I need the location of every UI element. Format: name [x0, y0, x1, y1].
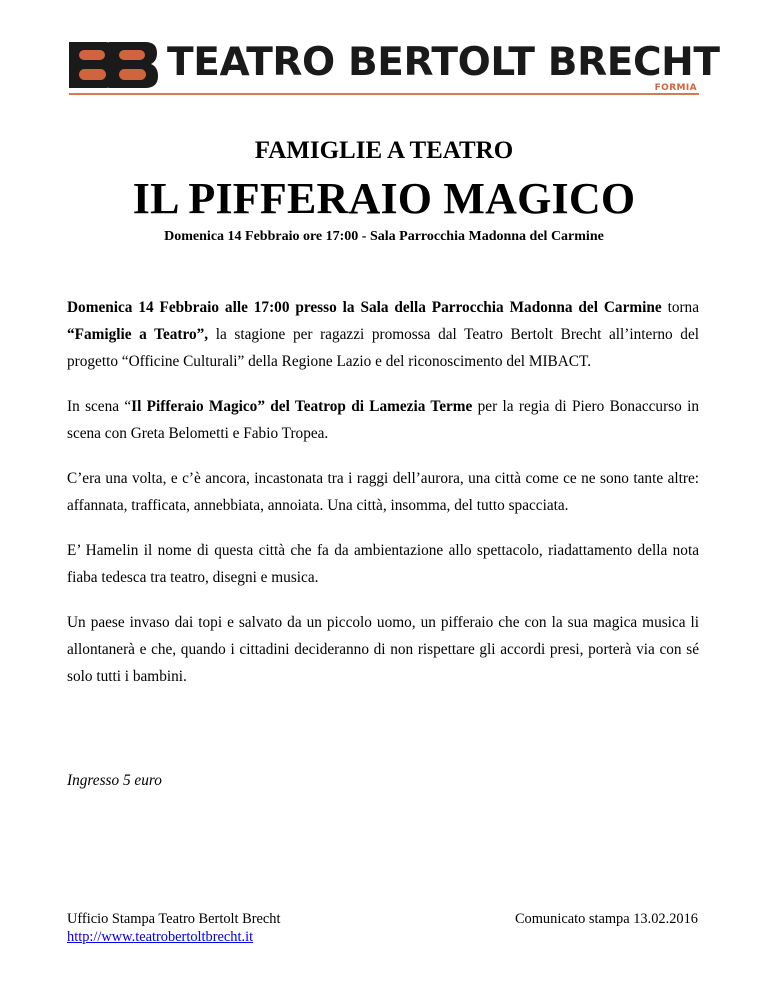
- logo-city: FORMIA: [654, 83, 697, 93]
- paragraph-setting: E’ Hamelin il nome di questa città che fa da ambientazione allo spettacolo, riadattamento della nota fiaba tedesca tra teatro, disegni e musica.: [67, 542, 699, 586]
- paragraph-intro: [67, 294, 699, 375]
- logo-wordmark: TEATRO BERTOLT BRECHT: [167, 40, 720, 85]
- website-link[interactable]: http://www.teatrobertoltbrecht.it: [67, 929, 254, 945]
- cast-text-1: In scena “: [67, 398, 132, 415]
- header-logo: [67, 38, 720, 98]
- cast-show-company: Il Pifferaio Magico” del Teatrop di Lamezia Terme: [131, 398, 473, 415]
- header-divider: [69, 93, 699, 95]
- event-title: IL PIFFERAIO MAGICO: [132, 174, 636, 223]
- bb-logo-icon: [67, 40, 159, 90]
- press-release-body: [67, 294, 699, 708]
- footer-contact: [67, 910, 280, 946]
- event-series-heading: FAMIGLIE A TEATRO: [254, 137, 514, 164]
- intro-text-1: torna: [661, 299, 699, 316]
- paragraph-cast: [67, 393, 699, 447]
- intro-text-2: la stagione per ragazzi promossa dal Teatro Bertolt Brecht all’interno del progetto “Officine Culturali” della Regione Lazio e del riconoscimento del MIBACT.: [67, 326, 699, 370]
- intro-lead: Domenica 14 Febbraio alle 17:00 presso la Sala della Parrocchia Madonna del Carmine: [67, 299, 662, 316]
- cast-text-2: per la regia di Piero Bonaccurso in scena con Greta Belometti e Fabio Tropea.: [67, 398, 699, 442]
- footer-release-date: Comunicato stampa 13.02.2016: [514, 911, 698, 927]
- footer-office: Ufficio Stampa Teatro Bertolt Brecht: [67, 911, 281, 927]
- paragraph-story: C’era una volta, e c’è ancora, incastonata tra i raggi dell’aurora, una città come ce ne sono tante altre: affannata, trafficata, annebbiata, annoiata. Una città, insomma, del tutto spacciata.: [67, 470, 699, 514]
- event-date-location: Domenica 14 Febbraio ore 17:00 - Sala Parrocchia Madonna del Carmine: [164, 229, 604, 244]
- ticket-price: Ingresso 5 euro: [67, 772, 162, 789]
- paragraph-plot: Un paese invaso dai topi e salvato da un piccolo uomo, un pifferaio che con la sua magica musica li allontanerà e che, quando i cittadini decideranno di non rispettare gli accordi presi, porterà via con sé solo tutti i bambini.: [67, 614, 699, 685]
- intro-season-name: “Famiglie a Teatro”,: [67, 326, 209, 343]
